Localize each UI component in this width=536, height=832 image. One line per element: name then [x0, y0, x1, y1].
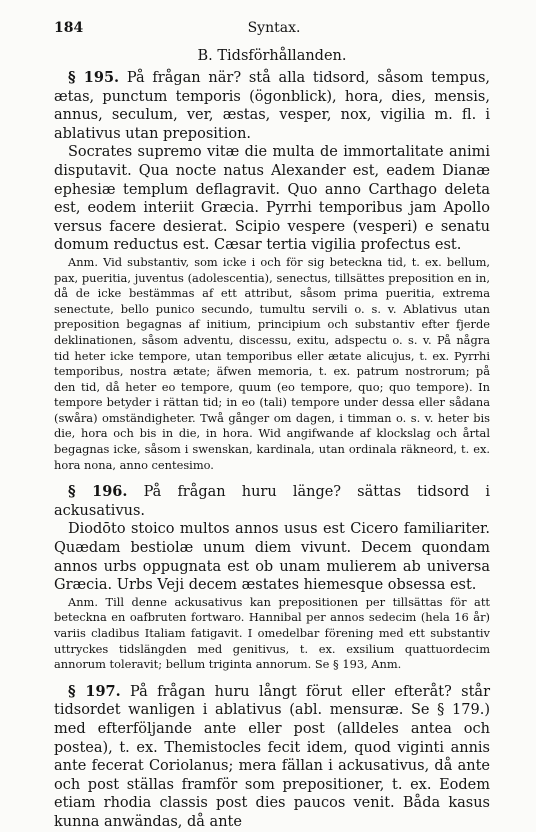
paragraph-195-lead: [54, 69, 490, 143]
page-header: [54, 20, 494, 40]
section-number-196: § 196.: [68, 483, 128, 501]
section-number-197: § 197.: [68, 682, 121, 700]
section-subheading: B. Tidsförhållanden.: [197, 48, 347, 64]
paragraph-196-examples: Diodōto stoico multos annos usus est Cicero familiariter. Quædam bestiolæ unum diem vivunt. Decem quondam annos urbs oppugnata est ob unam mulierem ab universa Græcia. Urbs Veji decem æstates hiemesque obsessa est.: [54, 521, 490, 594]
paragraph-196-lead: [54, 483, 490, 520]
paragraph-197-text: På frågan huru långt förut eller efteråt? står tidsordet wanligen i ablativus (abl. mensuræ. Se § 179.) med efterföljande ante eller post (alldeles antea och postea), t. ex. Themistocles fecit idem, quod viginti annis ante fecerat Coriolanus; mera fällan i ackusativus, då ante och post ställas framför som prepositioner, t. ex. Eodem etiam rhodia classis post dies paucos venit. Båda kasus kunna anwändas, då ante: [54, 683, 490, 830]
section-number-195: § 195.: [68, 69, 120, 86]
paragraph-195-examples: Socrates supremo vitæ die multa de immortalitate animi disputavit. Qua nocte natus Alexander est, eadem Dianæ ephesiæ templum deflagravit. Quo anno Carthago deleta est, eodem interiit Græcia. Pyrrhi temporibus jam Apollo versus facere desierat. Scipio vespere (vesperi) e senatu domum reductus est. Cæsar tertia vigilia profectus est.: [54, 144, 490, 254]
running-title: Syntax.: [247, 20, 301, 36]
paragraph-195-text: På frågan när? stå alla tidsord, såsom tempus, ætas, punctum temporis (ögonblick), hora, dies, mensis, annus, seculum, ver, æstas, vesper, nox, vigilia m. fl. i ablativus utan preposition.: [54, 70, 491, 142]
page-number: 184: [54, 20, 84, 36]
note-195: Anm. Vid substantiv, som icke i och för sig beteckna tid, t. ex. bellum, pax, pueritia, juventus (adolescentia), senectus, tillsättes preposition en in, då de icke bestämmas af ett attribut, såsom prima pueritia, extrema senectute, bello punico secundo, tumultu servili o. s. v. Ablativus utan preposition begagnas af initium, principium och substantiv efter fjerde deklinationen, såsom adventu, discessu, exitu, adspectu o. s. v. På några tid heter icke tempore, utan temporibus eller ætate alicujus, t. ex. Pyrrhi temporibus, nostra ætate; äfwen memoria, t. ex. patrum nostrorum; på den tid, då heter eo tempore, quum (eo tempore, quo; quo tempore). In tempore betyder i rättan tid; in eo (tali) tempore under dessa eller sådana (swåra) omständigheter. Twå gånger om dagen, i timman o. s. v. heter bis die, hora och bis in die, in hora. Wid angifwande af klockslag och årtal begagnas icke, såsom i swenskan, kardinala, utan ordinala räkneord, t. ex. hora nona, anno centesimo.: [54, 254, 490, 472]
paragraph-197-lead: [54, 683, 490, 832]
note-196: Anm. Till denne ackusativus kan prepositionen per tillsättas för att beteckna en oafbruten fortwaro. Hannibal per annos sedecim (hela 16 år) variis cladibus Italiam fatigavit. I omedelbar förening med ett substantiv uttryckes tidslängden med genitivus, t. ex. exsilium quattuordecim annorum toleravit; bellum triginta annorum. Se § 193, Anm.: [54, 594, 490, 672]
paragraph-196-text: På frågan huru länge? sättas tidsord i ackusativus.: [54, 484, 491, 519]
page-body: [54, 45, 490, 832]
